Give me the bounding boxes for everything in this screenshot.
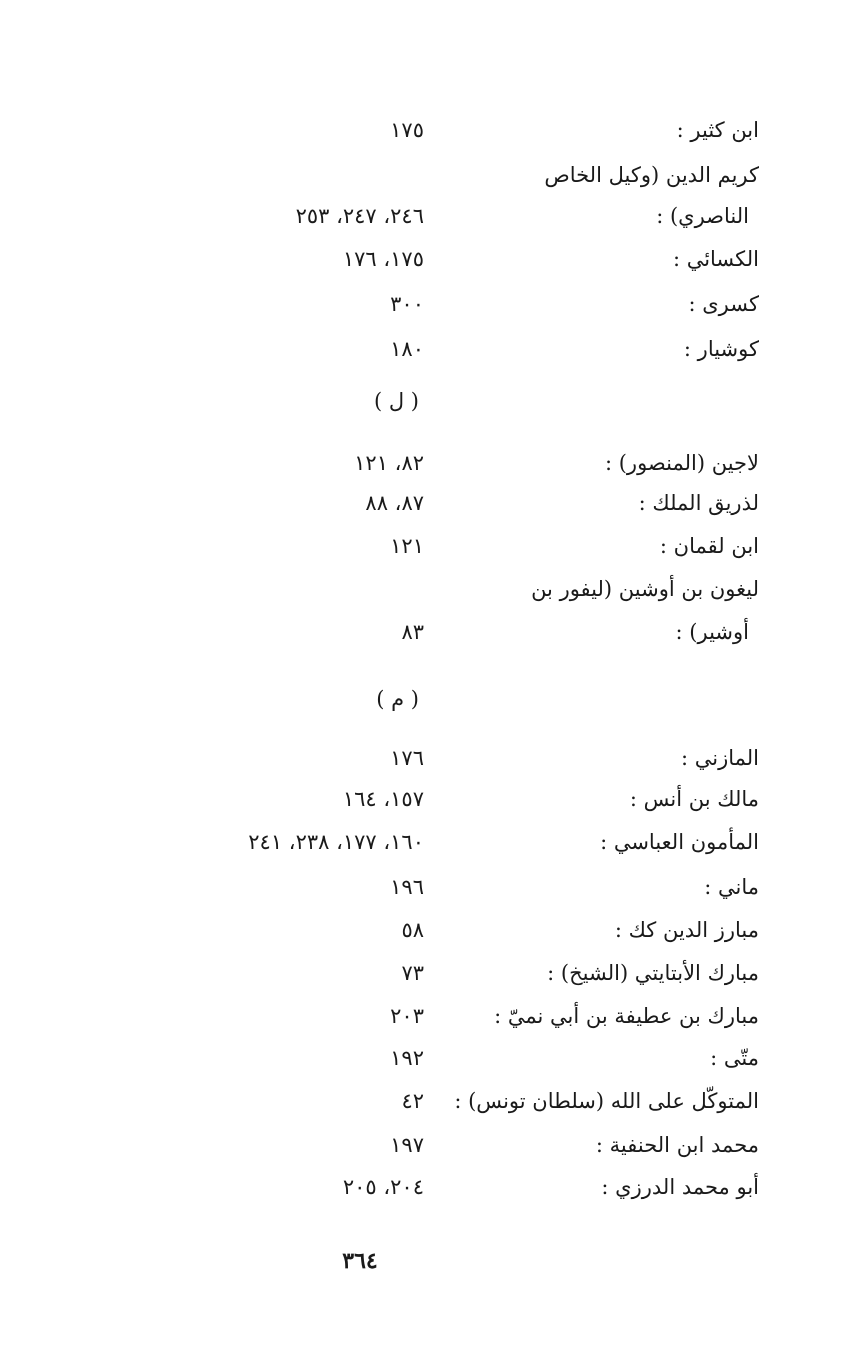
entry-pages: ١٧٥: [390, 118, 424, 142]
index-entry: [0, 196, 849, 236]
entry-name: مالك بن أنس :: [629, 787, 759, 811]
entry-name: مبارك الأبتايتي (الشيخ) :: [547, 961, 759, 985]
entry-name: كوشيار :: [683, 337, 759, 361]
entry-name: الكسائي :: [672, 247, 759, 271]
index-entry: [0, 443, 849, 483]
index-entry: [0, 738, 849, 778]
entry-name: لذريق الملك :: [638, 491, 759, 515]
index-entry: [0, 1081, 849, 1121]
entry-name: أوشير) :: [675, 620, 749, 644]
index-entry: [0, 910, 849, 950]
index-entry: [0, 612, 849, 652]
entry-pages: ٣٠٠: [390, 292, 424, 316]
entry-pages: ١٢١: [390, 534, 424, 558]
entry-pages: ١٩٢: [390, 1046, 424, 1070]
entry-name: كريم الدين (وكيل الخاص: [544, 163, 759, 187]
section-heading-mim: ( م ): [376, 687, 419, 711]
entry-pages: ١٩٦: [390, 875, 424, 899]
entry-name: أبو محمد الدرزي :: [601, 1175, 759, 1199]
index-entry: [0, 822, 849, 862]
entry-name: ابن لقمان :: [659, 534, 759, 558]
entry-name: المتوكّل على الله (سلطان تونس) :: [454, 1089, 759, 1113]
entry-name: محمد ابن الحنفية :: [595, 1133, 759, 1157]
index-entry: [0, 1125, 849, 1165]
entry-pages: ١٧٥، ١٧٦: [342, 247, 424, 271]
entry-pages: ٢٠٣: [390, 1004, 424, 1028]
index-entry: [0, 526, 849, 566]
entry-name: مبارك بن عطيفة بن أبي نميّ :: [494, 1004, 759, 1028]
page-number: ٣٦٤: [342, 1248, 378, 1274]
entry-name: كسرى :: [688, 292, 759, 316]
index-entry: [0, 284, 849, 324]
index-entry: [0, 996, 849, 1036]
entry-pages: ٧٣: [401, 961, 424, 985]
index-entry: [0, 239, 849, 279]
entry-pages: ٤٢: [401, 1089, 424, 1113]
entry-pages: ٢٤٦، ٢٤٧، ٢٥٣: [295, 204, 424, 228]
entry-name: الناصري) :: [656, 204, 749, 228]
entry-name: المأمون العباسي :: [600, 830, 759, 854]
index-entry: [0, 483, 849, 523]
index-entry: [0, 1167, 849, 1207]
entry-pages: ٥٨: [401, 918, 424, 942]
entry-name: لاجين (المنصور) :: [604, 451, 759, 475]
entry-pages: ٢٠٤، ٢٠٥: [342, 1175, 424, 1199]
entry-pages: ٨٧، ٨٨: [365, 491, 424, 515]
entry-name: المازني :: [680, 746, 759, 770]
entry-name: ابن كثير :: [676, 118, 759, 142]
entry-name: ماني :: [704, 875, 759, 899]
entry-pages: ٨٢، ١٢١: [354, 451, 424, 475]
index-entry: [0, 110, 849, 150]
index-entry: [0, 867, 849, 907]
entry-pages: ٨٣: [401, 620, 424, 644]
entry-pages: ١٦٠، ١٧٧، ٢٣٨، ٢٤١: [248, 830, 424, 854]
index-entry: [0, 779, 849, 819]
index-entry: [0, 155, 849, 195]
entry-name: مبارز الدين كك :: [614, 918, 759, 942]
section-heading-lam: ( ل ): [374, 389, 419, 413]
entry-pages: ١٨٠: [390, 337, 424, 361]
entry-pages: ١٩٧: [390, 1133, 424, 1157]
index-entry: [0, 953, 849, 993]
entry-pages: ١٧٦: [390, 746, 424, 770]
index-entry: [0, 329, 849, 369]
entry-pages: ١٥٧، ١٦٤: [342, 787, 424, 811]
index-entry: [0, 569, 849, 609]
entry-name: متّى :: [710, 1046, 759, 1070]
index-entry: [0, 1038, 849, 1078]
entry-name: ليغون بن أوشين (ليفور بن: [531, 577, 759, 601]
